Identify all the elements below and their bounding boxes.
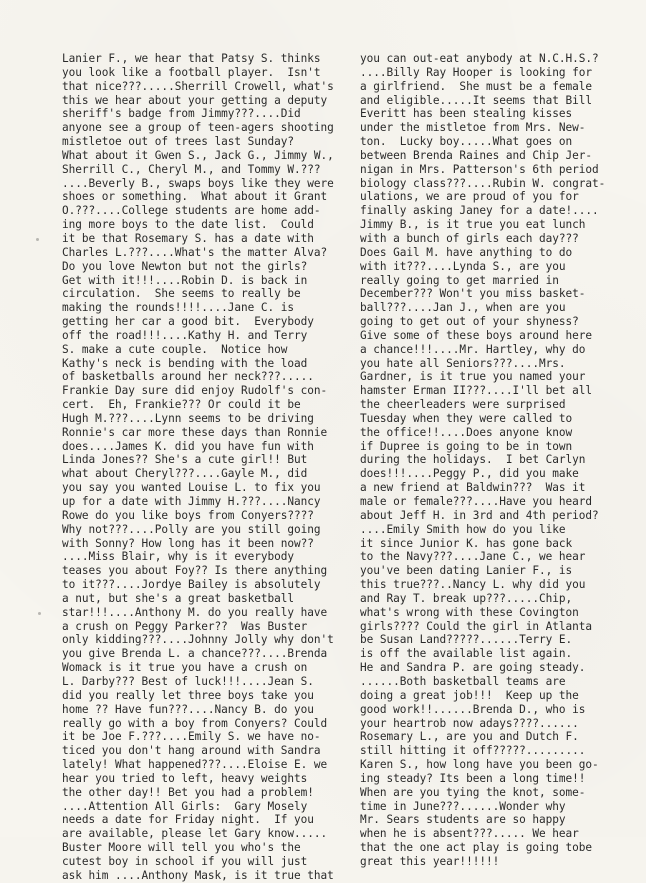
text-line: ing more boys to the date list. Could [62,218,314,232]
text-line: this we hear about your getting a deputy [62,93,328,107]
text-line: to it???....Jordye Bailey is absolutely [62,578,321,592]
text-line: this true???..Nancy L. why did you [360,578,586,592]
text-line: needs a date for Friday night. If you [62,813,314,827]
right-text-column [360,52,634,883]
text-line: Jimmy B., is it true you eat lunch [360,218,586,232]
text-line: doing a great job!!! Keep up the [360,688,579,702]
text-line: you say you wanted Louise L. to fix you [62,481,321,495]
text-line: Ronnie's car more these days than Ronnie [62,425,328,439]
paper-speck [38,612,41,615]
text-line: ......Both basketball teams are [360,674,566,688]
text-line: teases you about Foy?? Is there anything [62,564,328,578]
text-line: it be Joe F.???....Emily S. we have no- [62,730,321,744]
text-line: Gardner, is it true you named your [360,370,586,384]
text-line: is off the available list again. [360,647,573,661]
paper-speck [36,238,39,241]
text-line: ing steady? Its been a long time!! [360,771,586,785]
text-line: that the one act play is going tobe [360,841,593,855]
text-line: going to get out of your shyness? [360,315,579,329]
text-line: ....Emily Smith how do you like [360,522,566,536]
text-line: girls???? Could the girl in Atlanta [360,619,593,633]
text-line: are available, please let Gary know..... [62,827,328,841]
text-line: ....Miss Blair, why is it everybody [62,550,295,564]
text-line: really go with a boy from Conyers? Could [62,716,328,730]
text-line: does!!!....Peggy P., did you make [360,467,579,481]
text-line: hear you tried to left, heavy weights [62,771,308,785]
text-line: the cheerleaders were surprised [360,398,566,412]
text-line: the other day!! Bet you had a problem! [62,785,314,799]
text-line: Kathy's neck is bending with the load [62,356,308,370]
text-line: Tuesday when they were called to [360,411,573,425]
text-line: a new friend at Baldwin??? Was it [360,481,586,495]
text-line: ball???....Jan J., when are you [360,301,566,315]
text-line: a crush on Peggy Parker?? Was Buster [62,619,308,633]
text-line: be Susan Land?????......Terry E. [360,633,573,647]
text-line: does....James K. did you have fun with [62,439,314,453]
text-line: He and Sandra P. are going steady. [360,661,586,675]
text-line: Does Gail M. have anything to do [360,245,573,259]
text-line: with Sonny? How long has it been now?? [62,536,314,550]
text-line: it be that Rosemary S. has a date with [62,231,314,245]
text-line: time in June???......Wonder why [360,799,566,813]
text-line: star!!!....Anthony M. do you really have [62,605,328,619]
text-line: Mr. Sears students are so happy [360,813,566,827]
text-line: ....Billy Ray Hooper is looking for [360,65,593,79]
text-line [360,869,634,883]
text-line: during the holidays. I bet Carlyn [360,453,586,467]
text-line: Get with it!!!....Robin D. is back in [62,273,308,287]
text-line: L. Darby??? Best of luck!!!....Jean S. [62,674,314,688]
text-line: it since Junior K. has gone back [360,536,573,550]
text-line: to the Navy???....Jane C., we hear [360,550,586,564]
text-line: Charles L.???....What's the matter Alva? [62,245,328,259]
text-line: only kidding???....Johnny Jolly why don't [62,633,334,647]
text-line: ....Attention All Girls: Gary Mosely [62,799,308,813]
text-line: When are you tying the knot, some- [360,785,586,799]
text-line: great this year!!!!!! [360,854,500,868]
text-line: ask him ....Anthony Mask, is it true that [62,868,334,882]
text-line: Frankie Day sure did enjoy Rudolf's con- [62,384,328,398]
text-line: December??? Won't you miss basket- [360,287,586,301]
text-line: ulations, we are proud of you for [360,190,579,204]
text-line: getting her car a good bit. Everybody [62,315,314,329]
text-line: a nut, but she's a great basketball [62,591,295,605]
text-line: circulation. She seems to really be [62,287,301,301]
text-line: anyone see a group of teen-agers shooting [62,121,334,135]
text-line: Linda Jones?? She's a cute girl!! But [62,453,308,467]
text-line: ton. Lucky boy.....What goes on [360,135,573,149]
text-line: you can out-eat anybody at N.C.H.S.? [360,52,599,65]
text-line: Hugh M.???....Lynn seems to be driving [62,411,314,425]
text-line: good work!!......Brenda D., who is [360,702,586,716]
text-line: Karen S., how long have you been go- [360,758,599,772]
text-line: and eligible.....It seems that Bill [360,93,593,107]
text-line: you hate all Seniors???....Mrs. [360,356,566,370]
text-line: under the mistletoe from Mrs. New- [360,121,586,135]
text-line: you give Brenda L. a chance???....Brenda [62,647,328,661]
text-line: off the road!!!....Kathy H. and Terry [62,328,308,342]
text-line: home ?? Have fun???....Nancy B. do you [62,702,314,716]
text-line: shoes or something. What about it Grant [62,190,328,204]
text-line: Rowe do you like boys from Conyers???? [62,508,314,522]
text-line: sheriff's badge from Jimmy???....Did [62,107,301,121]
text-line: nigan in Mrs. Patterson's 6th period [360,162,599,176]
text-line: Everitt has been stealing kisses [360,107,573,121]
text-line: you've been dating Lanier F., is [360,564,573,578]
text-line: O.???....College students are home add- [62,204,321,218]
text-line: lately! What happened???....Eloise E. we [62,758,328,772]
text-line: about Jeff H. in 3rd and 4th period? [360,508,599,522]
text-line: you look like a football player. Isn't [62,65,321,79]
text-line: Rosemary L., are you and Dutch F. [360,730,579,744]
text-line: when he is absent???..... We hear [360,827,579,841]
text-line: between Brenda Raines and Chip Jer- [360,148,593,162]
text-line: Why not???....Polly are you still going [62,522,321,536]
text-line: What about it Gwen S., Jack G., Jimmy W., [62,148,334,162]
text-line: cutest boy in school if you will just [62,854,308,868]
text-line: finally asking Janey for a date!.... [360,204,599,218]
text-line: if Dupree is going to be in town [360,439,573,453]
text-line: with a bunch of girls each day??? [360,231,579,245]
text-line: what about Cheryl???....Gayle M., did [62,467,308,481]
text-line: ticed you don't hang around with Sandra [62,744,321,758]
text-line: Buster Moore will tell you who's the [62,841,301,855]
text-line: still hitting it off?????......... [360,744,586,758]
text-line: did you really let three boys take you [62,688,314,702]
text-line: Give some of these boys around here [360,328,593,342]
text-line: what's wrong with these Covington [360,605,579,619]
text-line: Womack is it true you have a crush on [62,661,308,675]
text-line: a girlfriend. She must be a female [360,79,593,93]
text-line: up for a date with Jimmy H.???....Nancy [62,495,321,508]
text-line: really going to get married in [360,273,559,287]
text-line: Lanier F., we hear that Patsy S. thinks [62,52,321,65]
text-line: Do you love Newton but not the girls? [62,259,308,273]
text-line: cert. Eh, Frankie??? Or could it be [62,398,301,412]
left-text-column [62,52,334,883]
text-line: S. make a cute couple. Notice how [62,342,288,356]
text-line: Sherrill C., Cheryl M., and Tommy W.??? [62,162,321,176]
text-line: a chance!!!....Mr. Hartley, why do [360,342,586,356]
text-line: of basketballs around her neck???..... [62,370,314,384]
text-line: ....Beverly B., swaps boys like they were [62,176,334,190]
text-line: hamster Erman II???....I'll bet all [360,384,593,398]
text-line: male or female???....Have you heard [360,495,593,508]
text-line: your heartrob now adays????...... [360,716,579,730]
text-line: and Ray T. break up???.....Chip, [360,591,573,605]
text-line: that nice???.....Sherrill Crowell, what's [62,79,334,93]
text-line: the office!!....Does anyone know [360,425,573,439]
text-line: mistletoe out of trees last Sunday? [62,135,295,149]
text-line: making the rounds!!!!....Jane C. is [62,301,295,315]
text-line: with it???....Lynda S., are you [360,259,566,273]
text-line: biology class???....Rubin W. congrat- [360,176,606,190]
